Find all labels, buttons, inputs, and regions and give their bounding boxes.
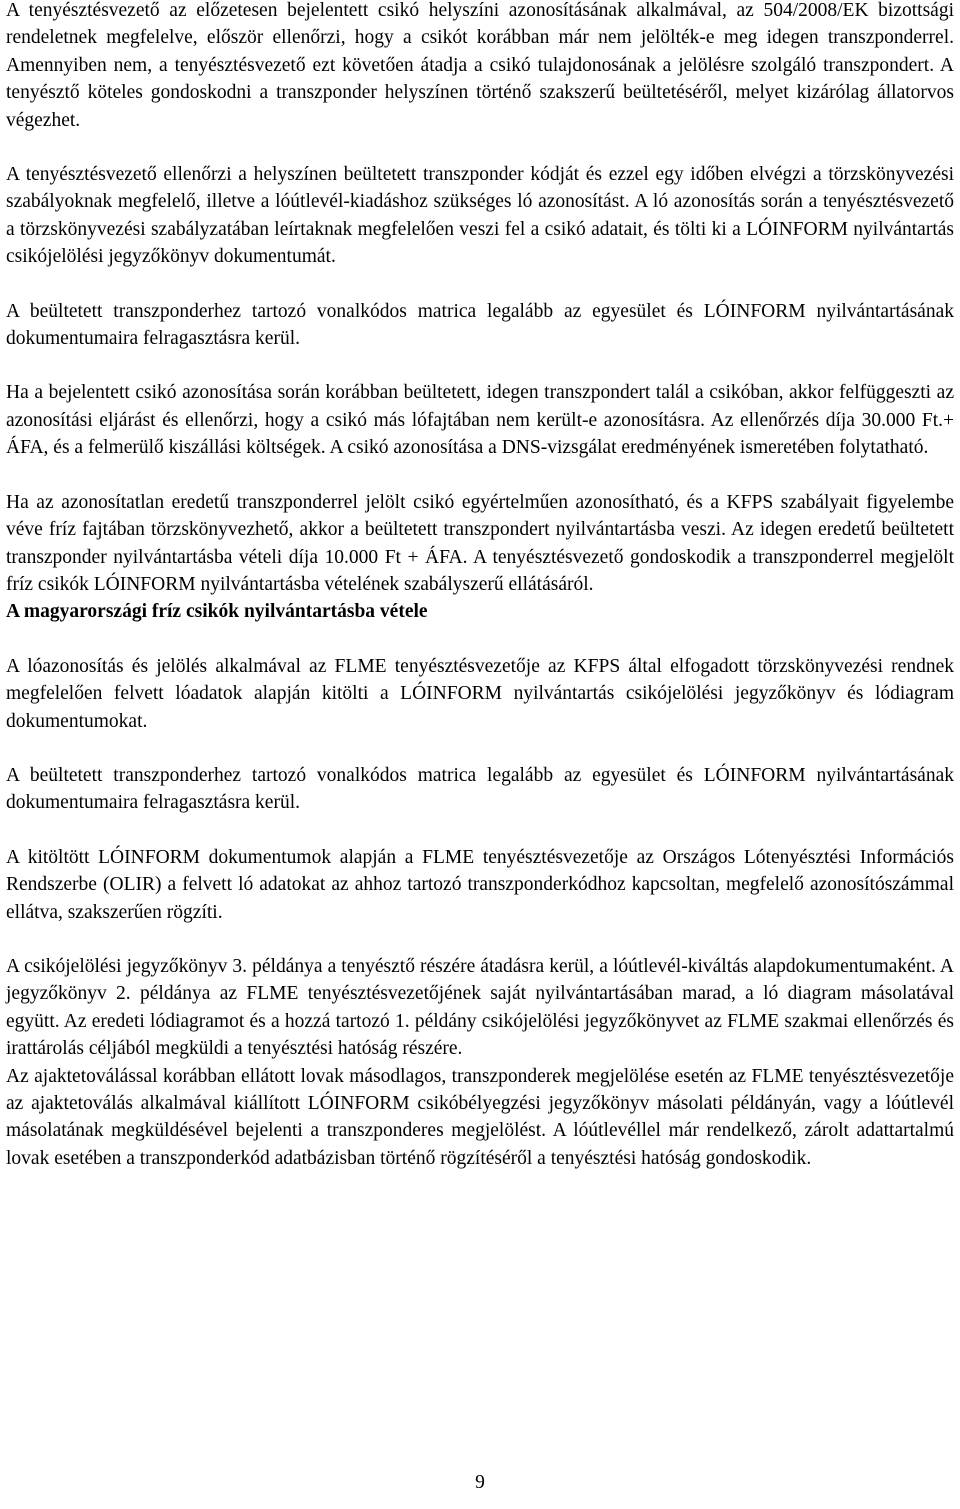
page-number: 9 (475, 1472, 485, 1493)
paragraph-2: A tenyésztésvezető ellenőrzi a helyszínen beültetett transzponder kódját és ezzel egy időben elvégzi a törzskönyvezési szabályoknak megfelelő, illetve a lóútlevél-kiadáshoz szükséges ló azonosítást. A ló azonosítás során a tenyésztésvezető a törzskönyvezési szabályzatában leírtaknak megfelelően veszi fel a csikó adatait, és tölti ki a LÓINFORM nyilvántartás csikójelölési jegyzőkönyv dokumentumát. (6, 164, 954, 268)
paragraph-6: A lóazonosítás és jelölés alkalmával az FLME tenyésztésvezetője az KFPS által elfogadott törzskönyvezési rendnek megfelelően felvett lóadatok alapján kitölti a LÓINFORM nyilvántartás csikójelölési jegyzőkönyv és lódiagram dokumentumokat. (6, 655, 954, 732)
paragraph-4: Ha a bejelentett csikó azonosítása során korábban beültetett, idegen transzpondert talál a csikóban, akkor felfüggeszti az azonosítási eljárást és ellenőrzi, hogy a csikó más lófajtában nem került-e azonosításra. Az ellenőrzés díja 30.000 Ft.+ ÁFA, és a felmerülő kiszállási költségek. A csikó azonosítása a DNS-vizsgálat eredményének ismeretében folytatható. (6, 382, 954, 459)
paragraph-8: A kitöltött LÓINFORM dokumentumok alapján a FLME tenyésztésvezetője az Országos Lótenyésztési Információs Rendszerbe (OLIR) a felvett ló adatokat az ahhoz tartozó transzponderkódhoz kapcsoltan, megfelelő azonosítószámmal ellátva, szakszerűen rögzíti. (6, 846, 954, 923)
paragraph-7: A beültetett transzponderhez tartozó vonalkódos matrica legalább az egyesület és LÓINFORM nyilvántartásának dokumentumaira felragasztásra kerül. (6, 764, 954, 814)
paragraph-10: Az ajaktetoválással korábban ellátott lovak másodlagos, transzponderek megjelölése esetén az FLME tenyésztésvezetője az ajaktetoválás alkalmával kiállított LÓINFORM csikóbélyegzési jegyzőkönyv másolati példányán, vagy a lóútlevél másolatának megküldésével bejelenti a transzponderes megjelölést. A lóútlevéllel már rendelkező, zárolt adattartalmú lovak esetében a transzponderkód adatbázisban történő rögzítéséről a tenyésztési hatóság gondoskodik. (6, 1065, 954, 1169)
paragraph-3: A beültetett transzponderhez tartozó vonalkódos matrica legalább az egyesület és LÓINFORM nyilvántartásának dokumentumaira felragasztásra kerül. (6, 300, 954, 350)
paragraph-5: Ha az azonosítatlan eredetű transzponderrel jelölt csikó egyértelműen azonosítható, és a KFPS szabályait figyelembe véve fríz fajtában törzskönyvezhető, akkor a beültetett transzpondert nyilvántartásba veszi. Az idegen eredetű beültetett transzponder nyilvántartásba vételi díja 10.000 Ft + ÁFA. A tenyésztésvezető gondoskodik a transzponderrel megjelölt fríz csikók LÓINFORM nyilvántartásba vételének szabályszerű ellátásáról. (6, 491, 954, 595)
document-page (6, 0, 954, 1172)
paragraph-1: A tenyésztésvezető az előzetesen bejelentett csikó helyszíni azonosításának alkalmával, az 504/2008/EK bizottsági rendeletnek megfelelve, először ellenőrzi, hogy a csikót korábban már nem jelölték-e meg idegen transzponderrel. Amennyiben nem, a tenyésztésvezető ezt követően átadja a csikó tulajdonosának a jelölésre szolgáló transzpondert. A tenyésztő köteles gondoskodni a transzponder helyszínen történő szakszerű beültetéséről, melyet kizárólag állatorvos végezhet. (6, 0, 954, 131)
paragraph-9: A csikójelölési jegyzőkönyv 3. példánya a tenyésztő részére átadásra kerül, a lóútlevél-kiváltás alapdokumentumaként. A jegyzőkönyv 2. példánya az FLME tenyésztésvezetőjének saját nyilvántartásában marad, a ló diagram másolatával együtt. Az eredeti lódiagramot és a hozzá tartozó 1. példány csikójelölési jegyzőkönyvet az FLME szakmai ellenőrzés és irattárolás céljából megküldi a tenyésztési hatóság részére. (6, 955, 954, 1060)
section-heading: A magyarországi fríz csikók nyilvántartásba vétele (6, 601, 428, 623)
